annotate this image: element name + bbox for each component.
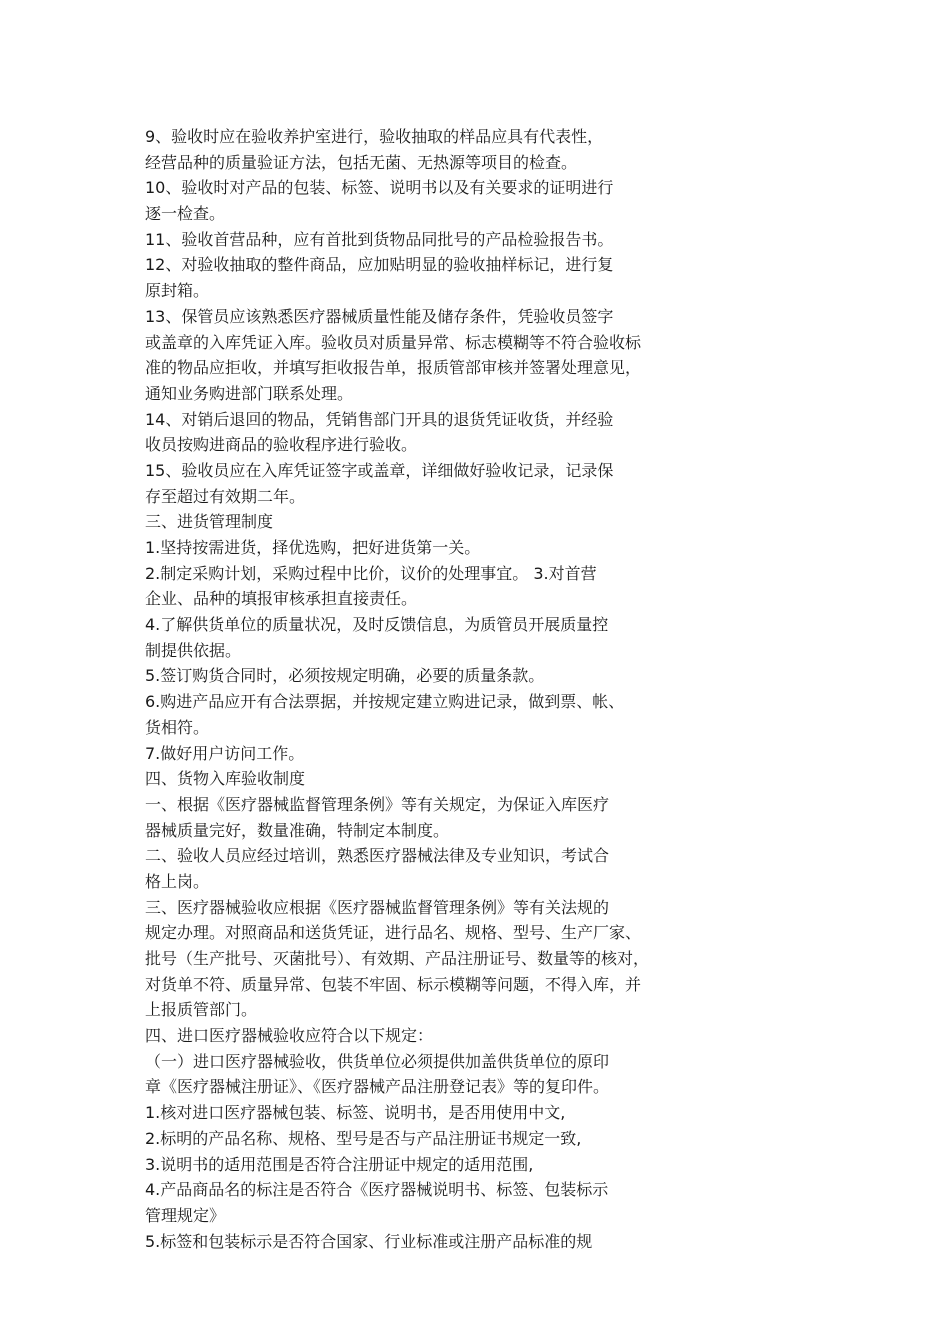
text-line: 存至超过有效期二年。 xyxy=(145,486,306,506)
section-heading: 三、进货管理制度 xyxy=(145,512,274,532)
text-line: 1.坚持按需进货，择优选购，把好进货第一关。 xyxy=(145,538,481,557)
text-line: 5.标签和包装标示是否符合国家、行业标准或注册产品标准的规 xyxy=(145,1231,593,1251)
text-line: 14、对销后退回的物品，凭销售部门开具的退货凭证收货，并经验 xyxy=(145,409,614,429)
text-line: 格上岗。 xyxy=(145,871,210,891)
text-line: 收员按购进商品的验收程序进行验收。 xyxy=(145,435,418,455)
text-line: 制提供依据。 xyxy=(145,640,242,660)
text-line: 管理规定》 xyxy=(145,1205,226,1225)
text-line: 或盖章的入库凭证入库。验收员对质量异常、标志模糊等不符合验收标 xyxy=(145,332,642,352)
text-line: 四、进口医疗器械验收应符合以下规定： xyxy=(145,1026,434,1046)
text-line: 逐一检查。 xyxy=(145,204,226,224)
text-line: 2.标明的产品名称、规格、型号是否与产品注册证书规定一致, xyxy=(145,1128,582,1148)
text-line: 二、验收人员应经过培训，熟悉医疗器械法律及专业知识，考试合 xyxy=(145,846,610,866)
text-line: 2.制定采购计划，采购过程中比价，议价的处理事宜。 3.对首营 xyxy=(145,563,597,583)
text-line: 3.说明书的适用范围是否符合注册证中规定的适用范围, xyxy=(145,1154,534,1174)
text-line: 三、医疗器械验收应根据《医疗器械监督管理条例》等有关法规的 xyxy=(145,897,610,917)
text-line: 器械质量完好，数量准确，特制定本制度。 xyxy=(145,820,450,840)
text-line: 经营品种的质量验证方法，包括无菌、无热源等项目的检查。 xyxy=(145,152,578,172)
text-line: 6.购进产品应开有合法票据，并按规定建立购进记录，做到票、帐、 xyxy=(145,692,625,712)
section-heading: 四、货物入库验收制度 xyxy=(145,769,306,789)
text-line: 5.签订购货合同时，必须按规定明确，必要的质量条款。 xyxy=(145,666,545,686)
text-line: 对货单不符、质量异常、包装不牢固、标示模糊等问题，不得入库，并 xyxy=(145,974,642,994)
text-line: （一）进口医疗器械验收，供货单位必须提供加盖供货单位的原印 xyxy=(145,1051,610,1071)
text-line: 15、验收员应在入库凭证签字或盖章，详细做好验收记录，记录保 xyxy=(145,460,614,480)
text-line: 上报质管部门。 xyxy=(145,1000,258,1020)
text-line: 9、验收时应在验收养护室进行，验收抽取的样品应具有代表性， xyxy=(145,127,604,146)
text-line: 1.核对进口医疗器械包装、标签、说明书，是否用使用中文, xyxy=(145,1103,566,1123)
text-line: 7.做好用户访问工作。 xyxy=(145,743,305,763)
text-line: 企业、品种的填报审核承担直接责任。 xyxy=(145,589,418,609)
text-line: 原封箱。 xyxy=(145,281,210,301)
text-line: 通知业务购进部门联系处理。 xyxy=(145,383,354,403)
text-line: 12、对验收抽取的整件商品，应加贴明显的验收抽样标记，进行复 xyxy=(145,255,614,275)
text-line: 批号（生产批号、灭菌批号）、有效期、产品注册证号、数量等的核对， xyxy=(145,949,650,968)
text-line: 4.了解供货单位的质量状况，及时反馈信息，为质管员开展质量控 xyxy=(145,615,609,635)
text-line: 4.产品商品名的标注是否符合《医疗器械说明书、标签、包装标示 xyxy=(145,1180,609,1200)
text-line: 13、保管员应该熟悉医疗器械质量性能及储存条件，凭验收员签字 xyxy=(145,306,614,326)
text-line: 货相符。 xyxy=(145,717,210,737)
text-line: 一、根据《医疗器械监督管理条例》等有关规定，为保证入库医疗 xyxy=(145,794,610,814)
text-line: 11、验收首营品种，应有首批到货物品同批号的产品检验报告书。 xyxy=(145,229,614,249)
text-line: 规定办理。对照商品和送货凭证，进行品名、规格、型号、生产厂家、 xyxy=(145,923,642,943)
text-line: 章《医疗器械注册证》、《医疗器械产品注册登记表》等的复印件。 xyxy=(145,1077,610,1097)
text-line: 10、验收时对产品的包装、标签、说明书以及有关要求的证明进行 xyxy=(145,178,614,198)
text-line: 准的物品应拒收，并填写拒收报告单，报质管部审核并签署处理意见， xyxy=(145,358,642,378)
document-body xyxy=(145,124,765,1254)
